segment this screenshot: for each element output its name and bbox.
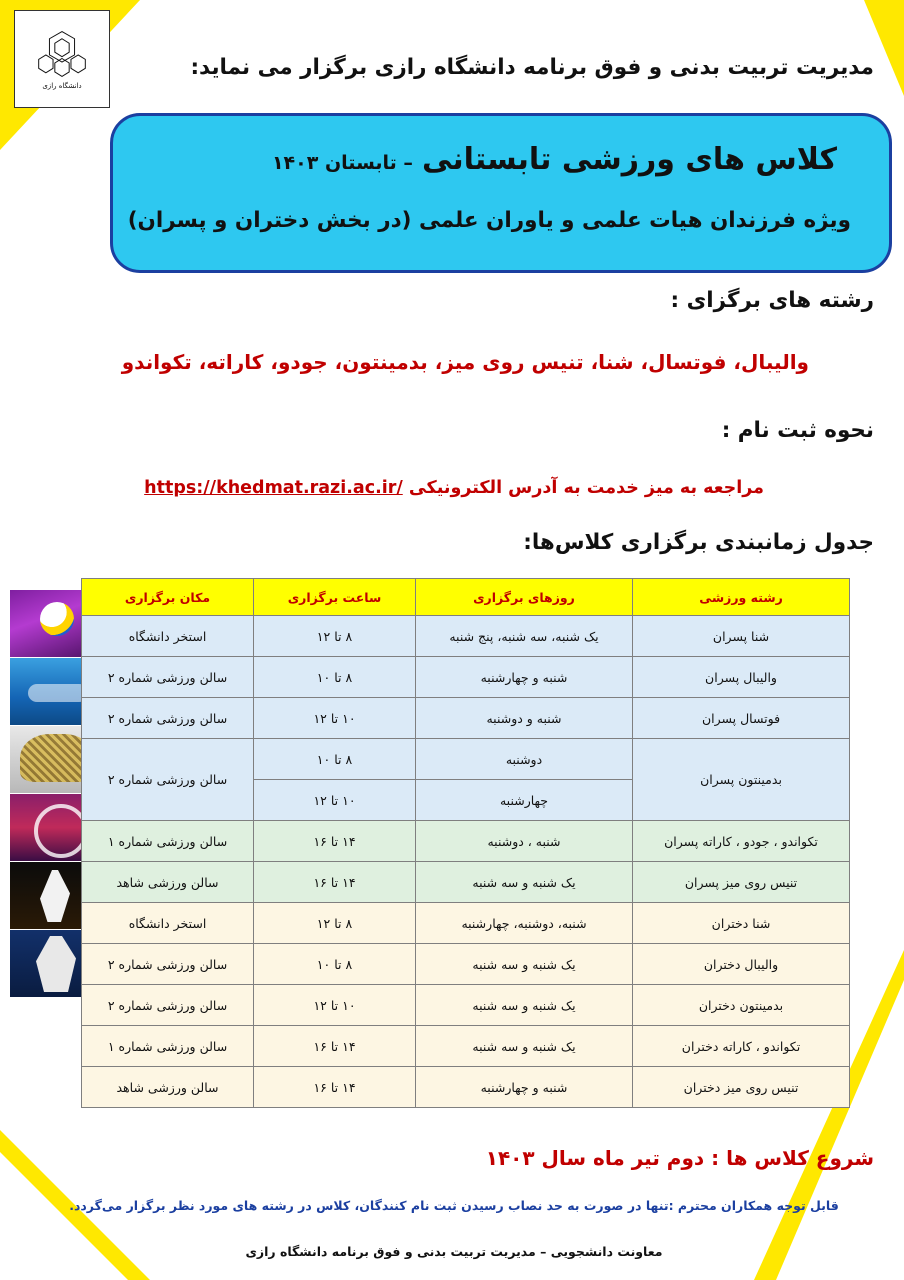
table-row [82,821,850,862]
logo-caption: دانشگاه رازی [42,82,82,90]
cell-days: چهارشنبه [416,780,633,821]
registration-link[interactable]: https://khedmat.razi.ac.ir/ [144,478,403,498]
cell-place: استخر دانشگاه [82,616,254,657]
cell-place: سالن ورزشی شماره ۲ [82,698,254,739]
cell-time: ۱۴ تا ۱۶ [254,1026,416,1067]
cell-sport: بدمینتون پسران [633,739,850,821]
signature-text: معاونت دانشجویی – مدیریت تربیت بدنی و فوق برنامه دانشگاه رازی [245,1244,663,1259]
note-text: قابل توجه همکاران محترم :تنها در صورت به حد نصاب رسیدن ثبت نام کنندگان، کلاس در رشته های مورد نظر برگزار می‌گردد. [69,1198,839,1213]
cell-time: ۱۴ تا ۱۶ [254,862,416,903]
cell-days: شنبه و چهارشنبه [416,1067,633,1108]
cell-sport: بدمینتون دختران [633,985,850,1026]
registration-line [144,478,764,498]
table-row [82,657,850,698]
fields-value: والیبال، فوتسال، شنا، تنیس روی میز، بدمینتون، جودو، کاراته، تکواندو [121,350,809,374]
banner-title-suffix: – تابستان ۱۴۰۳ [271,152,413,174]
banner-title [272,142,837,177]
cell-time: ۸ تا ۱۲ [254,903,416,944]
table-header-row [82,579,850,616]
cell-sport: تنیس روی میز پسران [633,862,850,903]
cell-time: ۸ تا ۱۲ [254,616,416,657]
cell-days: یک شنبه و سه شنبه [416,1026,633,1067]
registration-text: مراجعه به میز خدمت به آدرس الکترونیکی [408,478,764,498]
cell-time: ۱۴ تا ۱۶ [254,1067,416,1108]
university-logo [14,10,110,108]
cell-sport: تکواندو ، کاراته دختران [633,1026,850,1067]
cell-time: ۸ تا ۱۰ [254,944,416,985]
cell-time: ۱۴ تا ۱۶ [254,821,416,862]
table-row [82,862,850,903]
header-days: روزهای برگزاری [416,579,633,616]
cell-time: ۸ تا ۱۰ [254,657,416,698]
start-date-line: شروع کلاس ها : دوم تیر ماه سال ۱۴۰۳ [485,1146,874,1170]
cell-place: سالن ورزشی شماره ۲ [82,985,254,1026]
table-row [82,1026,850,1067]
cell-days: دوشنبه [416,739,633,780]
schedule-label: جدول زمانبندی برگزاری کلاس‌ها: [523,530,874,555]
cell-days: شنبه، دوشنبه، چهارشنبه [416,903,633,944]
cell-days: یک شنبه و سه شنبه [416,944,633,985]
cell-place: سالن ورزشی شماره ۲ [82,657,254,698]
banner-title-main: کلاس های ورزشی تابستانی [421,142,837,177]
header-place: مکان برگزاری [82,579,254,616]
cell-time: ۱۰ تا ۱۲ [254,698,416,739]
cell-days: یک شنبه و سه شنبه [416,862,633,903]
cell-place: سالن ورزشی شماره ۱ [82,1026,254,1067]
cell-place: سالن ورزشی شماره ۱ [82,821,254,862]
cell-time: ۸ تا ۱۰ [254,739,416,780]
page-title: مدیریت تربیت بدنی و فوق برنامه دانشگاه رازی برگزار می نماید: [190,55,874,80]
cell-place: سالن ورزشی شماره ۲ [82,944,254,985]
cell-days: شنبه و چهارشنبه [416,657,633,698]
cell-place: سالن ورزشی شاهد [82,1067,254,1108]
header-time: ساعت برگزاری [254,579,416,616]
cell-time: ۱۰ تا ۱۲ [254,985,416,1026]
cell-sport: تنیس روی میز دختران [633,1067,850,1108]
table-row [82,616,850,657]
table-body [82,616,850,1108]
banner-box [110,113,892,273]
cell-days: شنبه و دوشنبه [416,698,633,739]
cell-place: استخر دانشگاه [82,903,254,944]
logo-mark-icon [35,28,89,80]
cell-place: سالن ورزشی شماره ۲ [82,739,254,821]
table-row [82,944,850,985]
cell-sport: والیبال پسران [633,657,850,698]
cell-sport: شنا دختران [633,903,850,944]
fields-label: رشته های برگزای : [670,288,874,313]
cell-days: شنبه ، دوشنبه [416,821,633,862]
schedule-table [81,578,850,1108]
cell-place: سالن ورزشی شاهد [82,862,254,903]
schedule-table-wrap [107,578,850,1108]
cell-sport: تکواندو ، جودو ، کاراته پسران [633,821,850,862]
cell-sport: شنا پسران [633,616,850,657]
cell-sport: فوتسال پسران [633,698,850,739]
table-row [82,903,850,944]
banner-subtitle: ویژه فرزندان هیات علمی و یاوران علمی (در بخش دختران و پسران) [127,208,851,233]
table-row [82,698,850,739]
table-row [82,985,850,1026]
registration-label: نحوه ثبت نام : [721,418,874,443]
table-row [82,1067,850,1108]
table-row [82,739,850,780]
header-sport: رشته ورزشی [633,579,850,616]
cell-days: یک شنبه و سه شنبه [416,985,633,1026]
cell-sport: والیبال دختران [633,944,850,985]
cell-days: یک شنبه، سه شنبه، پنج شنبه [416,616,633,657]
cell-time: ۱۰ تا ۱۲ [254,780,416,821]
